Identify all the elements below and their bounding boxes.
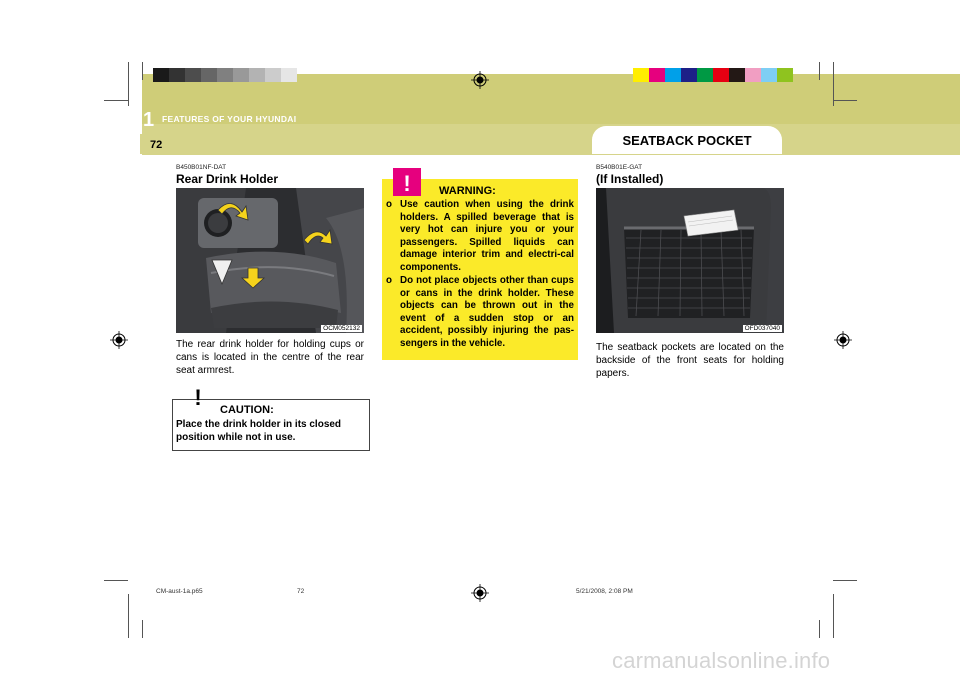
warning-bullet: o xyxy=(386,199,392,210)
warning-title: WARNING: xyxy=(439,185,496,197)
gray-swatch xyxy=(153,68,169,82)
color-swatch xyxy=(729,68,745,82)
chapter-title: FEATURES OF YOUR HYUNDAI xyxy=(162,114,297,124)
if-installed-heading: (If Installed) xyxy=(596,172,664,186)
color-swatch xyxy=(745,68,761,82)
left-photo-code: OCM052132 xyxy=(323,325,360,332)
caution-icon xyxy=(181,386,215,408)
gray-swatch xyxy=(233,68,249,82)
warning-box xyxy=(382,171,578,360)
registration-target-icon xyxy=(471,71,489,89)
footer-file-name: CM-aust-1a.p65 xyxy=(156,588,203,595)
gray-swatch xyxy=(281,68,297,82)
chapter-number: 1 xyxy=(143,109,155,131)
color-swatch xyxy=(777,68,793,82)
registration-target-icon xyxy=(110,331,128,349)
right-photo-code: OFD037040 xyxy=(744,325,780,332)
registration-target-icon xyxy=(471,584,489,602)
rear-drink-holder-heading: Rear Drink Holder xyxy=(176,172,279,186)
registration-target-icon xyxy=(834,331,852,349)
header-band-lower xyxy=(142,124,960,155)
color-swatch xyxy=(713,68,729,82)
seatback-pocket-photo xyxy=(596,188,784,333)
warning-icon xyxy=(393,168,421,196)
gray-swatch xyxy=(185,68,201,82)
warning-item-objects: Do not place objects other than cups or cans in the drink holder. These objects can be thrown out in the event of a sudden stop or an accident, possibly injuring the pas-sengers in the vehicle. xyxy=(400,275,574,349)
caution-title: CAUTION: xyxy=(220,404,274,416)
seatback-pocket-illustration xyxy=(596,188,784,333)
warning-item-drink-holders: Use caution when using the drink holders. A spilled beverage that is very hot can injure you or your passengers. Spilled liquids can damage interior trim and electri-cal components. xyxy=(400,199,574,273)
color-swatch xyxy=(697,68,713,82)
color-swatch xyxy=(761,68,777,82)
warning-bullet: o xyxy=(386,275,392,286)
color-swatch xyxy=(681,68,697,82)
section-title: SEATBACK POCKET xyxy=(622,133,752,148)
gray-swatch xyxy=(217,68,233,82)
caution-icon-underline xyxy=(173,393,241,394)
seatback-pocket-description: The seatback pockets are located on the backside of the front seats for holding papers. xyxy=(596,342,784,379)
drink-holder-illustration xyxy=(176,188,364,333)
footer-page: 72 xyxy=(297,588,305,595)
caution-box xyxy=(172,386,370,451)
footer-date: 5/21/2008, 2:08 PM xyxy=(576,588,633,595)
rear-drink-holder-description: The rear drink holder for holding cups or cans is located in the centre of the rear seat armrest. xyxy=(176,339,364,376)
caution-text: Place the drink holder in its closed position while not in use. xyxy=(176,419,342,443)
watermark: carmanualsonline.info xyxy=(612,648,831,673)
page-number: 72 xyxy=(150,139,163,151)
gray-swatch xyxy=(201,68,217,82)
svg-text:!: ! xyxy=(403,171,411,196)
gray-swatch xyxy=(169,68,185,82)
gray-swatch xyxy=(265,68,281,82)
svg-text:!: ! xyxy=(194,386,202,408)
right-section-code: B540B01E-GAT xyxy=(596,164,643,171)
color-swatch xyxy=(649,68,665,82)
color-swatch xyxy=(665,68,681,82)
drink-holder-photo xyxy=(176,188,364,333)
gray-swatch xyxy=(249,68,265,82)
color-swatch xyxy=(633,68,649,82)
left-section-code: B450B01NF-DAT xyxy=(176,164,227,171)
